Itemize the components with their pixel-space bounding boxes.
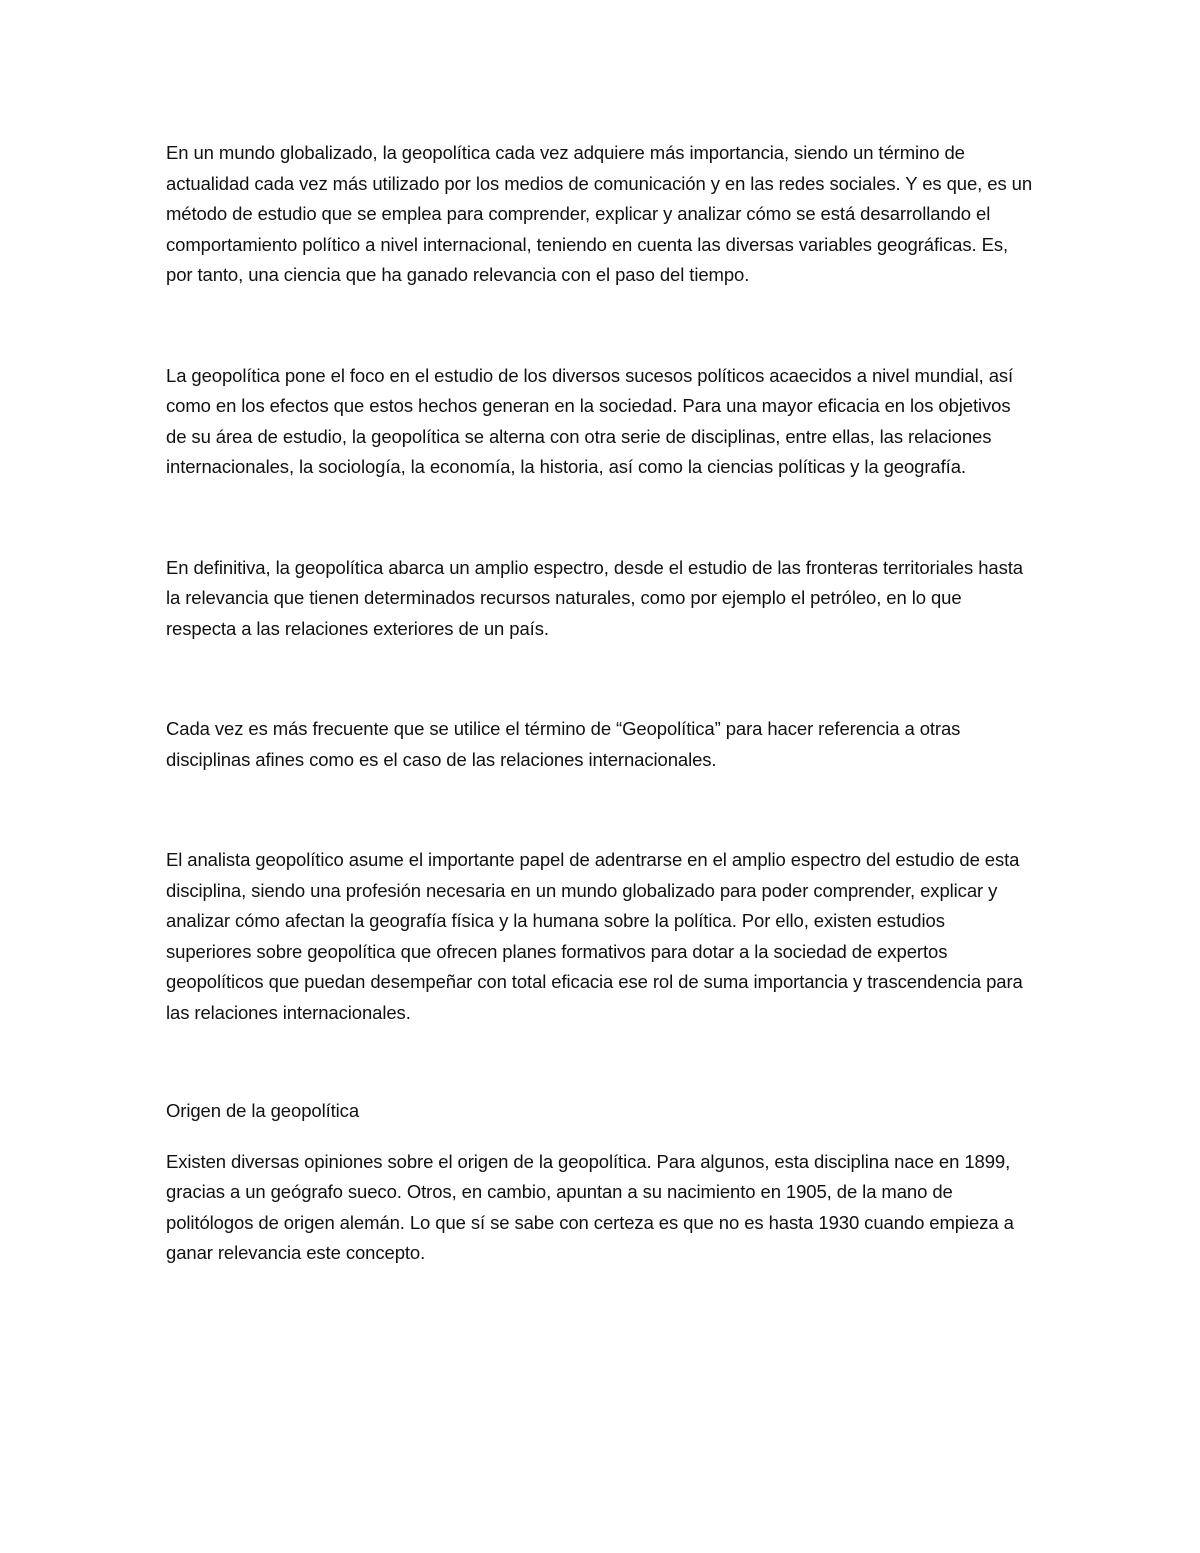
paragraph-focus: La geopolítica pone el foco en el estudio de los diversos sucesos políticos acaecidos a nivel mundial, así como en los efectos que estos hechos generan en la sociedad. Para una mayor eficacia en los objetivos de su área de estudio, la geopolítica se alterna con otra serie de disciplinas, entre ellas, las relaciones internacionales, la sociología, la economía, la historia, así como la ciencias políticas y la geografía. [166, 364, 1014, 477]
paragraph-origin: Existen diversas opiniones sobre el origen de la geopolítica. Para algunos, esta disciplina nace en 1899, gracias a un geógrafo sueco. Otros, en cambio, apuntan a su nacimiento en 1905, de la mano de politólogos de origen alemán. Lo que sí se sabe con certeza es que no es hasta 1930 cuando empieza a ganar relevancia este concepto. [166, 1150, 1014, 1263]
paragraph-intro: En un mundo globalizado, la geopolítica cada vez adquiere más importancia, siendo un término de actualidad cada vez más utilizado por los medios de comunicación y en las redes sociales. Y es que, es un método de estudio que se emplea para comprender, explicar y analizar cómo se está desarrollando el comportamiento político a nivel internacional, teniendo en cuenta las diversas variables geográficas. Es, por tanto, una ciencia que ha ganado relevancia con el paso del tiempo. [166, 142, 1033, 285]
document-body [166, 138, 1034, 1269]
paragraph-analyst: El analista geopolítico asume el importante papel de adentrarse en el amplio espectro del estudio de esta disciplina, siendo una profesión necesaria en un mundo globalizado para poder comprender, explicar y analizar cómo afectan la geografía física y la humana sobre la política. Por ello, existen estudios superiores sobre geopolítica que ofrecen planes formativos para dotar a la sociedad de expertos geopolíticos que puedan desempeñar con total eficacia ese rol de suma importancia y trascendencia para las relaciones internacionales. [166, 849, 1023, 1023]
paragraph-term-usage: Cada vez es más frecuente que se utilice el término de “Geopolítica” para hacer referencia a otras disciplinas afines como es el caso de las relaciones internacionales. [166, 718, 961, 770]
section-heading: Origen de la geopolítica [166, 1100, 360, 1121]
paragraph-scope: En definitiva, la geopolítica abarca un amplio espectro, desde el estudio de las fronteras territoriales hasta la relevancia que tienen determinados recursos naturales, como por ejemplo el petróleo, en lo que respecta a las relaciones exteriores de un país. [166, 556, 1023, 639]
